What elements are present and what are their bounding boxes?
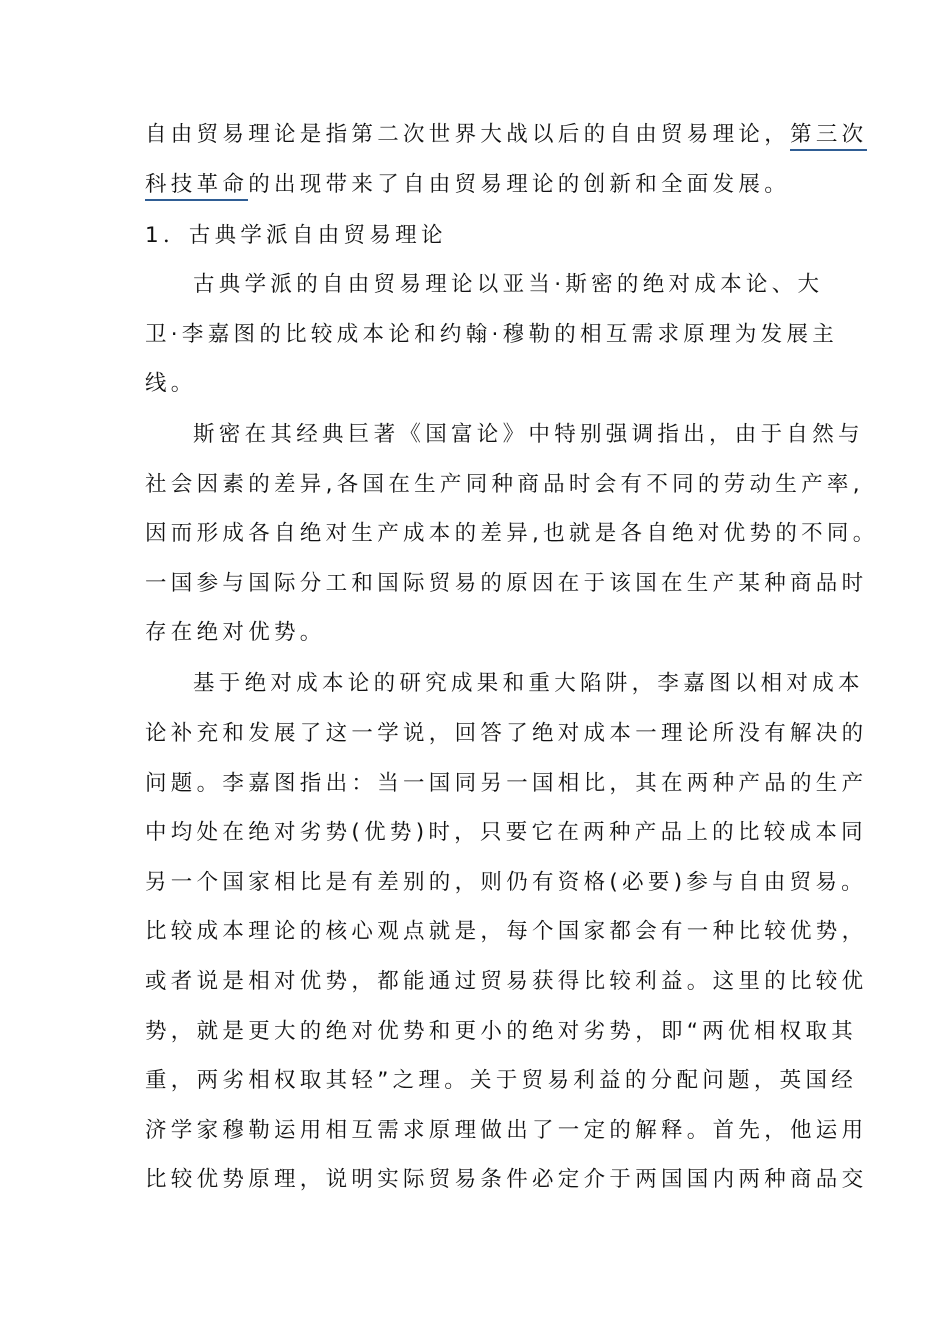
intro-line-1 [145, 121, 867, 149]
paragraph-line: 比较成本理论的核心观点就是，每个国家都会有一种比较优势， [145, 919, 868, 944]
technology-revolution-link-part2[interactable]: 科技革命 [145, 172, 248, 201]
technology-revolution-link-part1[interactable]: 第三次 [790, 122, 867, 151]
paragraph-line: 古典学派的自由贸易理论以亚当·斯密的绝对成本论、大 [193, 272, 824, 297]
paragraph-line: 势，就是更大的绝对优势和更小的绝对劣势，即“两优相权取其 [145, 1019, 858, 1044]
paragraph-line: 因而形成各自绝对生产成本的差异,也就是各自绝对优势的不同。 [145, 521, 879, 546]
paragraph-line: 问题。李嘉图指出：当一国同另一国相比，其在两种产品的生产 [145, 771, 868, 796]
section-heading: 1．古典学派自由贸易理论 [145, 223, 447, 248]
paragraph-line: 论补充和发展了这一学说，回答了绝对成本一理论所没有解决的 [145, 721, 868, 746]
paragraph-line: 或者说是相对优势，都能通过贸易获得比较利益。这里的比较优 [145, 969, 868, 994]
paragraph-line: 存在绝对优势。 [145, 620, 326, 645]
intro-text: 自由贸易理论是指第二次世界大战以后的自由贸易理论， [145, 122, 791, 147]
paragraph-line: 重，两劣相权取其轻”之理。关于贸易利益的分配问题，英国经 [145, 1068, 858, 1093]
paragraph-line: 线。 [145, 371, 197, 396]
paragraph-line: 另一个国家相比是有差别的，则仍有资格(必要)参与自由贸易。 [145, 870, 867, 895]
intro-text-rest: 的出现带来了自由贸易理论的创新和全面发展。 [248, 172, 791, 197]
paragraph-line: 一国参与国际分工和国际贸易的原因在于该国在生产某种商品时 [145, 571, 868, 596]
paragraph-line: 基于绝对成本论的研究成果和重大陷阱，李嘉图以相对成本 [193, 671, 864, 696]
paragraph-line: 中均处在绝对劣势(优势)时，只要它在两种产品上的比较成本同 [145, 820, 867, 845]
paragraph-line: 斯密在其经典巨著《国富论》中特别强调指出，由于自然与 [193, 422, 864, 447]
paragraph-line: 卫·李嘉图的比较成本论和约翰·穆勒的相互需求原理为发展主 [145, 322, 839, 347]
paragraph-line: 济学家穆勒运用相互需求原理做出了一定的解释。首先，他运用 [145, 1118, 868, 1143]
paragraph-line: 社会因素的差异,各国在生产同种商品时会有不同的劳动生产率, [145, 472, 864, 497]
intro-line-2 [145, 171, 790, 199]
paragraph-line: 比较优势原理，说明实际贸易条件必定介于两国国内两种商品交 [145, 1167, 868, 1192]
